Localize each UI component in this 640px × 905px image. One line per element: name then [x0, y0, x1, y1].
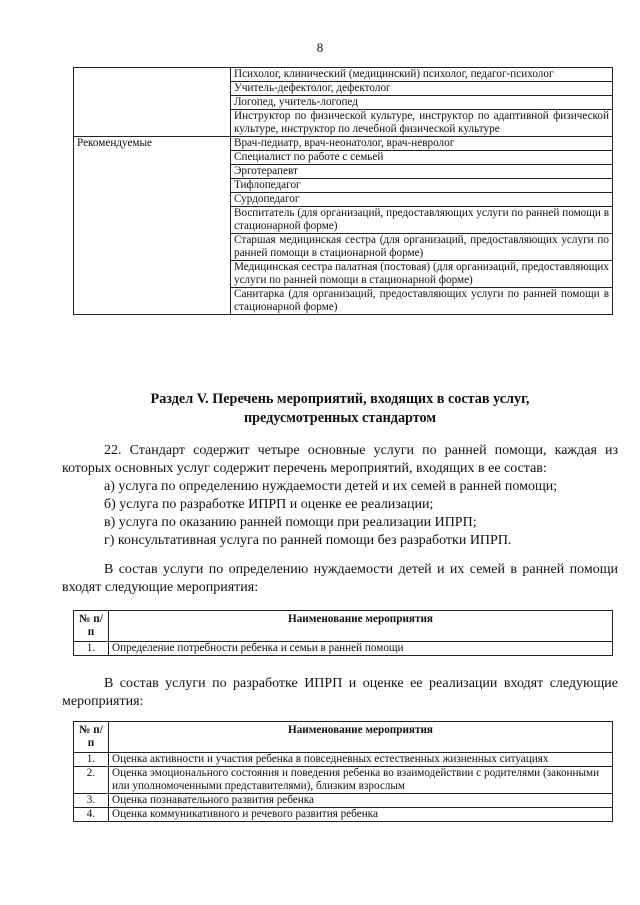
row-number: 3.: [74, 794, 109, 808]
measures-table-iprp: [73, 721, 613, 822]
staff-role-cell: Тифлопедагог: [231, 179, 613, 193]
column-header-name: Наименование мероприятия: [109, 611, 613, 642]
row-name: Оценка активности и участия ребенка в повседневных естественных жизненных ситуациях: [109, 753, 613, 767]
list-item: а) услуга по определению нуждаемости детей и их семей в ранней помощи;: [104, 479, 558, 494]
column-header-number: № п/п: [74, 611, 109, 642]
staff-role-cell: Медицинская сестра палатная (постовая) (для организаций, предоставляющих услуги по ранней помощи в стационарной форме): [231, 261, 613, 288]
staff-role-cell: Врач-педиатр, врач-неонатолог, врач-невролог: [231, 137, 613, 151]
staff-role-cell: Логопед, учитель-логопед: [231, 96, 613, 110]
staff-role-cell: Учитель-дефектолог, дефектолог: [231, 82, 613, 96]
section-heading: [80, 390, 600, 428]
paragraph-text: В состав услуги по разработке ИПРП и оценке ее реализации входят следующие мероприятия:: [62, 676, 618, 709]
list-item: б) услуга по разработке ИПРП и оценке ее реализации;: [104, 497, 434, 512]
table-row: [74, 642, 613, 656]
list-item: в) услуга по оказанию ранней помощи при реализации ИПРП;: [104, 515, 477, 530]
row-name: Определение потребности ребенка и семьи в ранней помощи: [109, 642, 613, 656]
measures-table-need: [73, 610, 613, 656]
paragraph-iprp: [62, 675, 618, 711]
staff-role-cell: Психолог, клинический (медицинский) психолог, педагог-психолог: [231, 68, 613, 82]
staff-role-cell: Воспитатель (для организаций, предоставляющих услуги по ранней помощи в стационарной форме): [231, 207, 613, 234]
table-header-row: [74, 611, 613, 642]
page-number: 8: [316, 40, 324, 55]
row-number: 1.: [74, 642, 109, 656]
staff-role-cell: Специалист по работе с семьей: [231, 151, 613, 165]
row-name: Оценка познавательного развития ребенка: [109, 794, 613, 808]
paragraph-intro: 22. Стандарт содержит четыре основные услуги по ранней помощи, каждая из которых основных услуг содержит перечень мероприятий, входящих в ее состав:: [62, 443, 618, 476]
row-number: 4.: [74, 808, 109, 822]
row-name: Оценка эмоционального состояния и поведения ребенка во взаимодействии с родителями (законными или уполномоченными представителями), близким взрослым: [109, 767, 613, 794]
table-row: [74, 753, 613, 767]
table-header-row: [74, 722, 613, 753]
row-name: Оценка коммуникативного и речевого развития ребенка: [109, 808, 613, 822]
table-row: [74, 68, 613, 82]
staff-role-cell: Эрготерапевт: [231, 165, 613, 179]
staff-role-cell: Инструктор по физической культуре, инструктор по адаптивной физической культуре, инструктор по лечебной физической культуре: [231, 110, 613, 137]
staff-table: [73, 67, 613, 315]
paragraph-need-assessment: [62, 561, 618, 597]
table-row: [74, 808, 613, 822]
row-number: 1.: [74, 753, 109, 767]
staff-role-cell: Старшая медицинская сестра (для организаций, предоставляющих услуги по ранней помощи в стационарной форме): [231, 234, 613, 261]
table-row: [74, 767, 613, 794]
paragraph-text: В состав услуги по определению нуждаемости детей и их семей в ранней помощи входят следующие мероприятия:: [62, 562, 618, 595]
staff-role-cell: Санитарка (для организаций, предоставляющих услуги по ранней помощи в стационарной форме): [231, 288, 613, 315]
staff-category-cell: Рекомендуемые: [74, 137, 231, 315]
paragraph-22: [62, 442, 618, 550]
table-row: [74, 794, 613, 808]
staff-role-cell: Сурдопедагог: [231, 193, 613, 207]
section-heading-line: предусмотренных стандартом: [243, 410, 437, 426]
table-row: [74, 137, 613, 151]
staff-category-cell: [74, 68, 231, 137]
row-number: 2.: [74, 767, 109, 794]
section-heading-line: Раздел V. Перечень мероприятий, входящих в состав услуг,: [150, 391, 530, 407]
list-item: г) консультативная услуга по ранней помощи без разработки ИПРП.: [104, 533, 512, 548]
column-header-number: № п/п: [74, 722, 109, 753]
column-header-name: Наименование мероприятия: [109, 722, 613, 753]
